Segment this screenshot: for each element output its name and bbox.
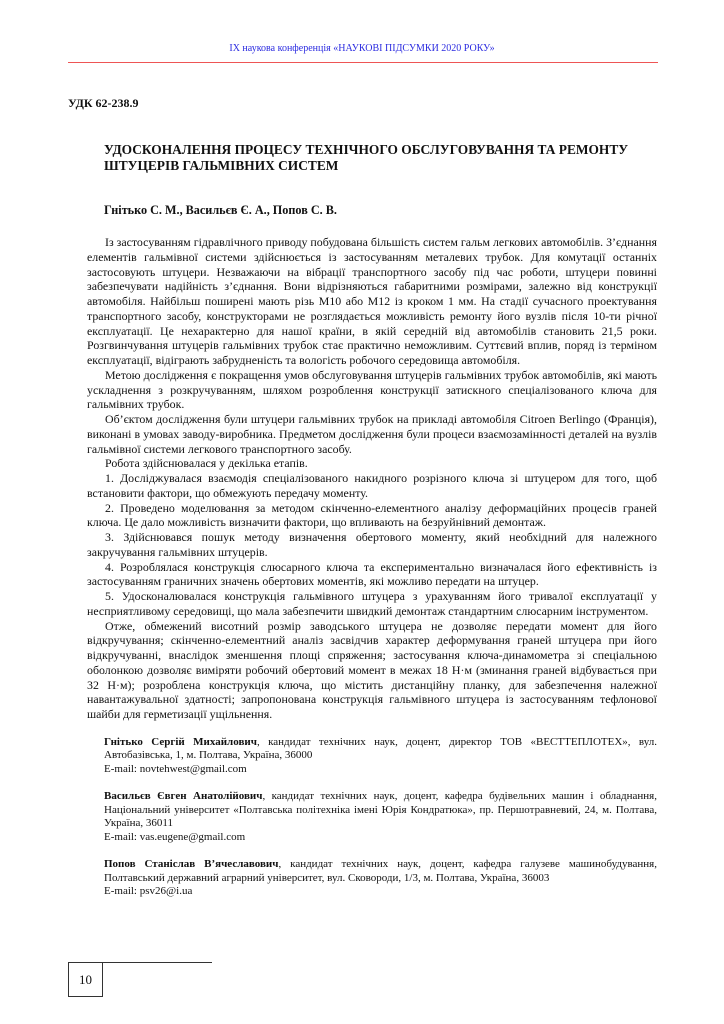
- paragraph: 3. Здійснювався пошук методу визначення обертового моменту, який необхідний для належного закручування гальмівних штуцерів.: [87, 530, 657, 559]
- author-email: E-mail: novtehwest@gmail.com: [104, 762, 247, 775]
- author-name: Попов Станіслав В’ячеславович: [104, 858, 279, 871]
- paragraph: Метою дослідження є покращення умов обслуговування штуцерів гальмівних трубок автомобілів, які мають ускладнення з розкручуванням, шляхом розроблення конструкції затискного спеціалізованого ключа для гальмівних трубок.: [87, 367, 657, 412]
- running-header: IX наукова конференція «НАУКОВІ ПІДСУМКИ 2020 РОКУ»: [229, 43, 495, 54]
- author-info: [104, 790, 657, 844]
- paragraph: 4. Розроблялася конструкція слюсарного ключа та експериментально визначалася його ефективність із застосуванням граничних значень обертових моментів, які можливо передати на штуцер.: [87, 559, 657, 589]
- author-name: Гнітько Сергій Михайлович: [104, 735, 257, 748]
- author-details: , кандидат технічних наук, доцент, директор ТОВ «ВЕСТТЕПЛОТЕХ», вул. Автобазівська, 1, м. Полтава, Україна, 36000: [104, 735, 657, 762]
- author-info-section: [104, 736, 657, 899]
- page-number: 10: [68, 962, 103, 997]
- author-details: , кандидат технічних наук, доцент, кафедра галузеве машинобудування, Полтавський державний аграрний університет, вул. Сковороди, 1/3, м. Полтава, Україна, 36003: [104, 858, 657, 884]
- paragraph: 2. Проведено моделювання за методом скінченно-елементного аналізу деформаційних процесів граней ключа. Це дало можливість визначити фактори, що впливають на безруйнівний демонтаж.: [87, 500, 657, 530]
- author-email: E-mail: vas.eugene@gmail.com: [104, 830, 246, 843]
- paragraph: Отже, обмежений висотний розмір заводського штуцера не дозволяє передати момент для його відкручування; скінченно-елементний аналіз засвідчив характер деформування граней штуцера при його відкручуванні, внаслідок зменшення площі спряження; застосування ключа-динамометра зі спеціальною оболонкою дозволяє виміряти робочий обертовий момент в межах 18 Н·м (зминання граней відбувається при 32 Н·м); розроблена конструкція ключа, що містить дистанційну планку, для забезпечення належної навантажувальної здатності; запропонована конструкція гальмівного штуцера із застосуванням тефлонової шайби для герметизації ущільнення.: [87, 618, 657, 721]
- header-divider: [68, 62, 658, 63]
- paragraph: 1. Досліджувалася взаємодія спеціалізованого накидного розрізного ключа зі штуцером для того, щоб встановити фактори, що обмежують передачу моменту.: [87, 471, 657, 500]
- paragraph: 5. Удосконалювалася конструкція гальмівного штуцера з урахуванням його тривалої експлуатації у несприятливому середовищі, що мала забезпечити швидкий демонтаж стандартним слюсарним інструментом.: [87, 589, 657, 618]
- paragraph: Із застосуванням гідравлічного приводу побудована більшість систем гальм легкових автомобілів. З’єднання елементів гальмівної системи здійснюється із застосуванням металевих трубок. Для комутації останніх застосовують штуцери. Незважаючи на вібрації транспортного засобу під час роботи, штуцери повинні забезпечувати надійність з’єднання. Вони відрізняються габаритними розмірами, залежно від конструкції автомобіля. Найбільш поширені мають різь М10 або М12 із кроком 1 мм. На стадії сучасного проектування транспортного засобу, конструкторами не розглядається можливість ремонту його вузлів після 10-ти річної експлуатації. Це нехарактерно для нашої країни, в якій середній від автомобілів становить 21,5 роки. Розгвинчування штуцерів гальмівних трубок стає практично неможливим. Суттєвий вплив, поряд із терміном експлуатації, відіграють забрудненість та вологість робочого середовища автомобіля.: [87, 235, 657, 367]
- author-email: E-mail: psv26@i.ua: [104, 885, 193, 898]
- author-info: [104, 736, 657, 777]
- article-authors: Гнітько С. М., Васильєв Є. А., Попов С. В.: [104, 203, 337, 217]
- author-name: Васильєв Євген Анатолійович: [104, 790, 263, 803]
- udc-code: УДК 62-238.9: [68, 96, 139, 110]
- article-title: УДОСКОНАЛЕННЯ ПРОЦЕСУ ТЕХНІЧНОГО ОБСЛУГОВУВАННЯ ТА РЕМОНТУ ШТУЦЕРІВ ГАЛЬМІВНИХ СИСТЕМ: [104, 142, 629, 173]
- paragraph: Робота здійснювалася у декілька етапів.: [105, 456, 308, 471]
- author-info: [104, 858, 657, 899]
- page-content: [68, 96, 658, 912]
- article-body: [87, 235, 657, 722]
- author-details: , кандидат технічних наук, доцент, кафедра будівельних машин і обладнання, Національний університет «Полтавська політехніка імені Юрія Кондратюка», пр. Першотравневий, 24, м. Полтава, Україна, 36011: [104, 790, 657, 830]
- paragraph: Об’єктом дослідження були штуцери гальмівних трубок на прикладі автомобіля Citroen Berlingo (Франція), виконані в умовах заводу-виробника. Предметом дослідження були процеси взаємозамінності деталей на вузлів гальмівної системи легкового транспортного засобу.: [87, 412, 657, 456]
